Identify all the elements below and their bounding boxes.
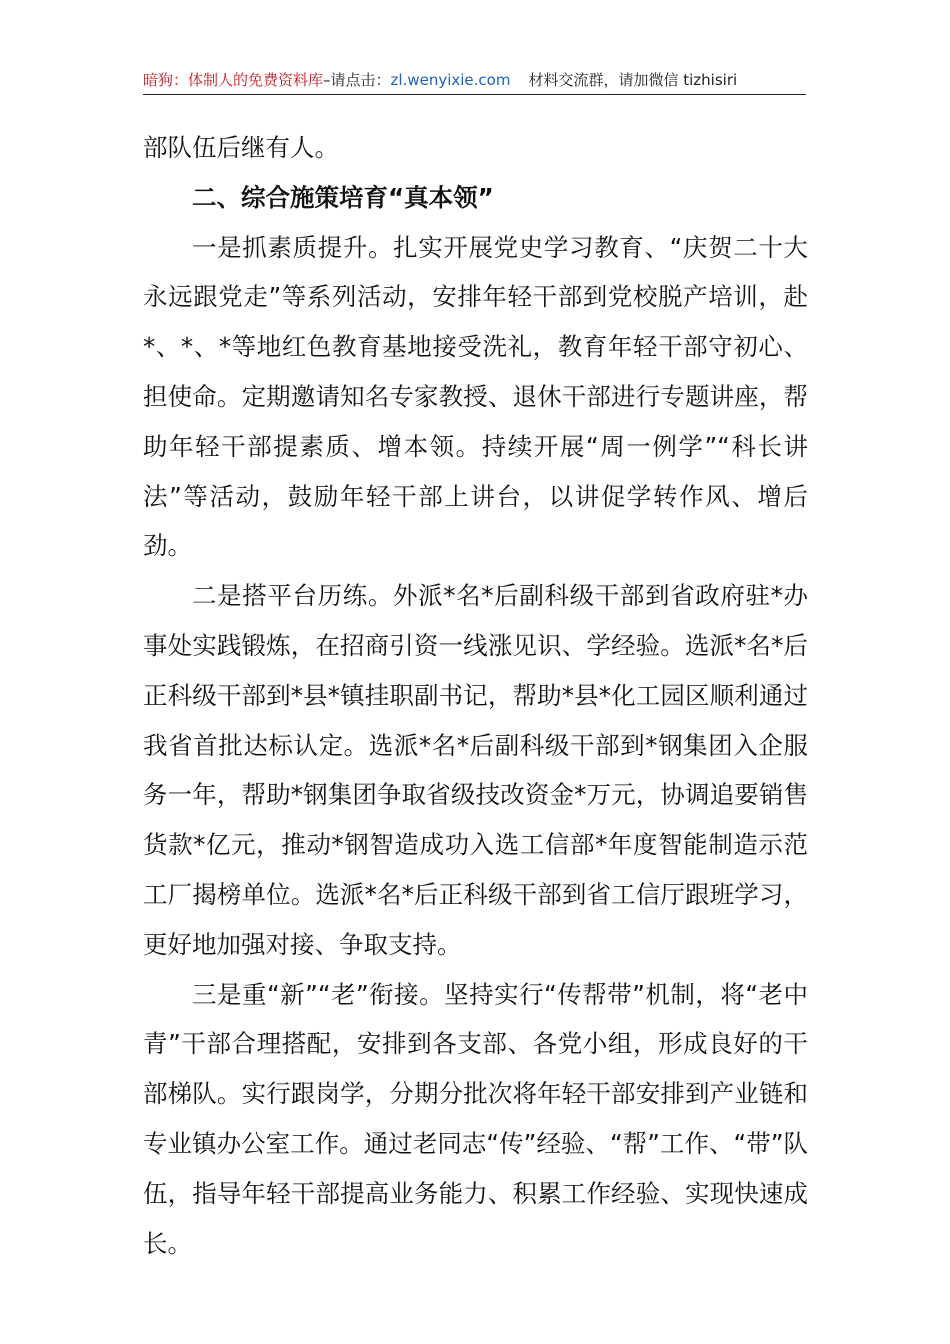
paragraph-platform: 二是搭平台历练。外派*名*后副科级干部到省政府驻*办事处实践锻炼，在招商引资一线涨见识、学经验。选派*名*后正科级干部到*县*镇挂职副书记，帮助*县*化工园区顺利通过我省首批达标认定。选派*名*后副科级干部到*钢集团入企服务一年，帮助*钢集团争取省级技改资金*万元，协调追要销售货款*亿元，推动*钢智造成功入选工信部*年度智能制造示范工厂揭榜单位。选派*名*后正科级干部到省工信厅跟班学习，更好地加强对接、争取支持。 [143, 581, 808, 959]
header-contact: 材料交流群，请加微信 tizhisiri [528, 71, 738, 89]
section-heading: 二、综合施策培育“真本领” [192, 182, 494, 212]
paragraph-continuation: 部队伍后继有人。 [143, 133, 339, 162]
header-divider [143, 94, 806, 95]
header-link[interactable]: zl.wenyixie.com [390, 71, 511, 89]
header-prompt: –请点击： [323, 71, 391, 89]
paragraph-mentoring: 三是重“新”“老”衔接。坚持实行“传帮带”机制，将“老中青”干部合理搭配，安排到各支部、各党小组，形成良好的干部梯队。实行跟岗学，分期分批次将年轻干部安排到产业链和专业镇办公室工作。通过老同志“传”经验、“帮”工作、“带”队伍，指导年轻干部提高业务能力、积累工作经验、实现快速成长。 [143, 979, 808, 1258]
page-header [143, 68, 805, 92]
paragraph-quality: 一是抓素质提升。扎实开展党史学习教育、“庆贺二十大永远跟党走”等系列活动，安排年轻干部到党校脱产培训，赴*、*、*等地红色教育基地接受洗礼，教育年轻干部守初心、担使命。定期邀请知名专家教授、退休干部进行专题讲座，帮助年轻干部提素质、增本领。持续开展“周一例学”“科长讲法”等活动，鼓励年轻干部上讲台，以讲促学转作风、增后劲。 [143, 232, 808, 561]
document-body [143, 123, 808, 1268]
header-brand: 暗狗：体制人的免费资料库 [143, 71, 324, 89]
